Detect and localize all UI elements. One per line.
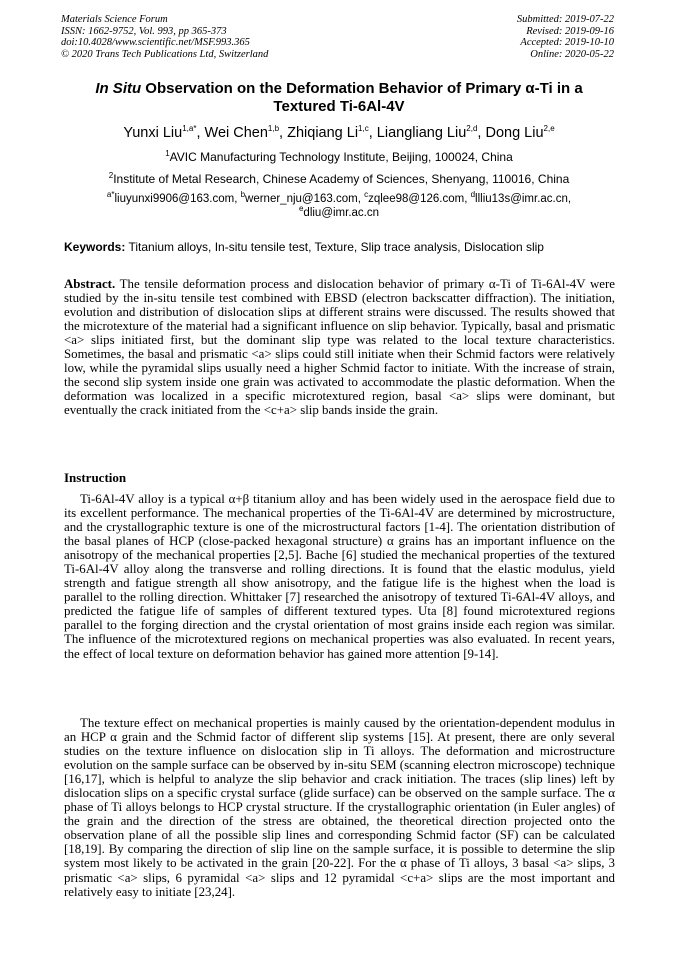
keywords-label: Keywords: [64,240,126,254]
keywords-text: Titanium alloys, In-situ tensile test, Texture, Slip trace analysis, Dislocation slip [125,240,544,254]
email-sup: a* [106,190,115,200]
online-date: Online: 2020-05-22 [530,48,614,60]
email-link[interactable]: zqlee98@126.com [368,193,465,205]
copyright-line: © 2020 Trans Tech Publications Ltd, Switzerland [61,48,269,60]
accepted-date: Accepted: 2019-10-10 [520,37,614,49]
author-name: Dong Liu [485,125,544,141]
email-sup: d [470,190,476,200]
abstract [64,277,615,417]
affiliation-text: Institute of Metal Research, Chinese Academy of Sciences, Shenyang, 110016, China [113,172,570,186]
email-link[interactable]: llliu13s@imr.ac.cn [475,193,568,205]
body-paragraph-1: Ti-6Al-4V alloy is a typical α+β titanium alloy and has been widely used in the aerospace field due to its excellent performance. The mechanical properties of the Ti-6Al-4V are determined by microstructure, and the crystallographic texture is one of the microstructural factors [1-4]. The orientation distribution of the basal planes of HCP (close-packed hexagonal structure) α grains has an important influence on the anisotropy of the mechanical properties [2,5]. Bache [6] studied the mechanical properties of the textured Ti-6Al-4V alloy along the transverse and rolling directions. It is found that the elastic modulus, yield strength and fatigue strength all show anisotropy, and the fatigue life is the highest when the load is parallel to the rolling direction. Whittaker [7] researched the anisotropy of textured Ti-6Al-4V alloys, and predicted the fatigue life of samples of different textured types. Uta [8] found microtextured regions parallel to the forging direction and the crystal orientation of most grains inside each region was similar. The influence of the microtextured regions on mechanical properties was also evaluated. In recent years, the effect of local texture on deformation behavior has gained more attention [9-14]. [64,492,615,661]
author-sup: 1,a* [182,124,197,134]
submitted-date: Submitted: 2019-07-22 [516,14,614,25]
email-sup: b [240,190,246,200]
revised-date: Revised: 2019-09-16 [526,25,614,37]
author-sup: 1,c [358,124,369,134]
journal-info [61,14,268,60]
section-heading: Instruction [64,470,127,485]
author-sup: 2,e [543,124,555,134]
journal-name: Materials Science Forum [61,14,168,25]
affiliation-text: AVIC Manufacturing Technology Institute, Beijing, 100024, China [169,150,513,164]
keywords [64,240,624,255]
author-name: Zhiqiang Li [287,125,359,141]
abstract-text: The tensile deformation process and dislocation behavior of primary α-Ti of Ti-6Al-4V were studied by the in-situ tensile test combined with EBSD (electron backscatter diffraction). The initiation, evolution and distribution of dislocation slips at different strains were discussed. The results showed that the microtexture of the material had a significant influence on slip behavior. Typically, basal and prismatic <a> slips initiated first, but the dominant slip type was related to the local texture characteristics. Sometimes, the basal and prismatic <a> slips could still initiate when their Schmid factors were relatively low, while the pyramidal slips usually need a higher Schmid factor to initiate. With the increase of strain, the second slip system inside one grain was activated to accommodate the plastic deformation. When the deformation was localized in a specific microtextured region, basal <a> slips were dominant, but eventually the crack initiated from the <c+a> slip bands inside the grain. [64,277,615,418]
author-emails: $^{a*}$liuyunxi9906@163.com, $^b$werner_nju@163.com, $^c$zqlee98@126.com, $^d$llliu13s@imr.ac.cn, $^e$dliu@imr.ac.cn [106,190,572,219]
affiliation-sup: 1 [165,149,170,158]
email-sup: c [364,190,369,200]
title-rest: Observation on the Deformation Behavior of Primary α-Ti in a Textured Ti-6Al-4V [141,80,583,115]
author-sup: 1,b [267,124,280,134]
submission-dates [517,14,614,60]
affiliation-2 [40,172,638,187]
doi-line: doi:10.4028/www.scientific.net/MSF.993.365 [61,37,250,49]
author-name: Yunxi Liu [123,125,183,141]
email-link[interactable]: werner_nju@163.com [245,193,358,205]
title-italic: In Situ [95,80,142,97]
paper-title [70,80,608,116]
email-link[interactable]: dliu@imr.ac.cn [303,207,380,219]
affiliation-sup: 2 [108,171,114,180]
author-sup: 2,d [466,124,478,134]
email-link[interactable]: liuyunxi9906@163.com [114,193,235,205]
author-list: Yunxi Liu$^{1,a*}$, Wei Chen$^{1,b}$, Zhiqiang Li$^{1,c}$, Liangliang Liu$^{2,d}$, Dong Liu$^{2,e}$ [123,124,555,141]
issn-line: ISSN: 1662-9752, Vol. 993, pp 365-373 [61,25,227,37]
abstract-label: Abstract. [64,277,116,291]
author-name: Liangliang Liu [376,125,467,141]
body-paragraph-2: The texture effect on mechanical properties is mainly caused by the orientation-dependent modulus in an HCP α grain and the Schmid factor of different slip systems [15]. At present, there are only several studies on the texture influence on dislocation slip in Ti alloys. The deformation and microstructure evolution on the sample surface can be observed by in-situ SEM (scanning electron microscope) technique [16,17], which is helpful to analyze the slip behavior and crack initiation. The traces (slip lines) left by dislocation slips on a specific crystal surface (glide surface) can be observed on the sample surface. The α phase of Ti alloys belongs to HCP crystal structure. If the crystallographic orientation (in Euler angles) of the grain and the direction of the stress are obtained, the theoretical direction projected onto the observation plane of all the possible slip lines and corresponding Schmid factor (SF) can be calculated [18,19]. By comparing the direction of slip line on the sample surface, it is possible to determine the slip system most likely to be activated in the grain [20-22]. For the α phase of Ti alloys, 3 basal <a> slips, 3 prismatic <a> slips, 6 pyramidal <a> slips and 12 pyramidal <c+a> slips are the most important and relatively easy to initiate [23,24]. [64,716,615,899]
author-name: Wei Chen [204,125,268,141]
email-sup: e [298,204,304,214]
affiliation-1 [40,150,638,165]
